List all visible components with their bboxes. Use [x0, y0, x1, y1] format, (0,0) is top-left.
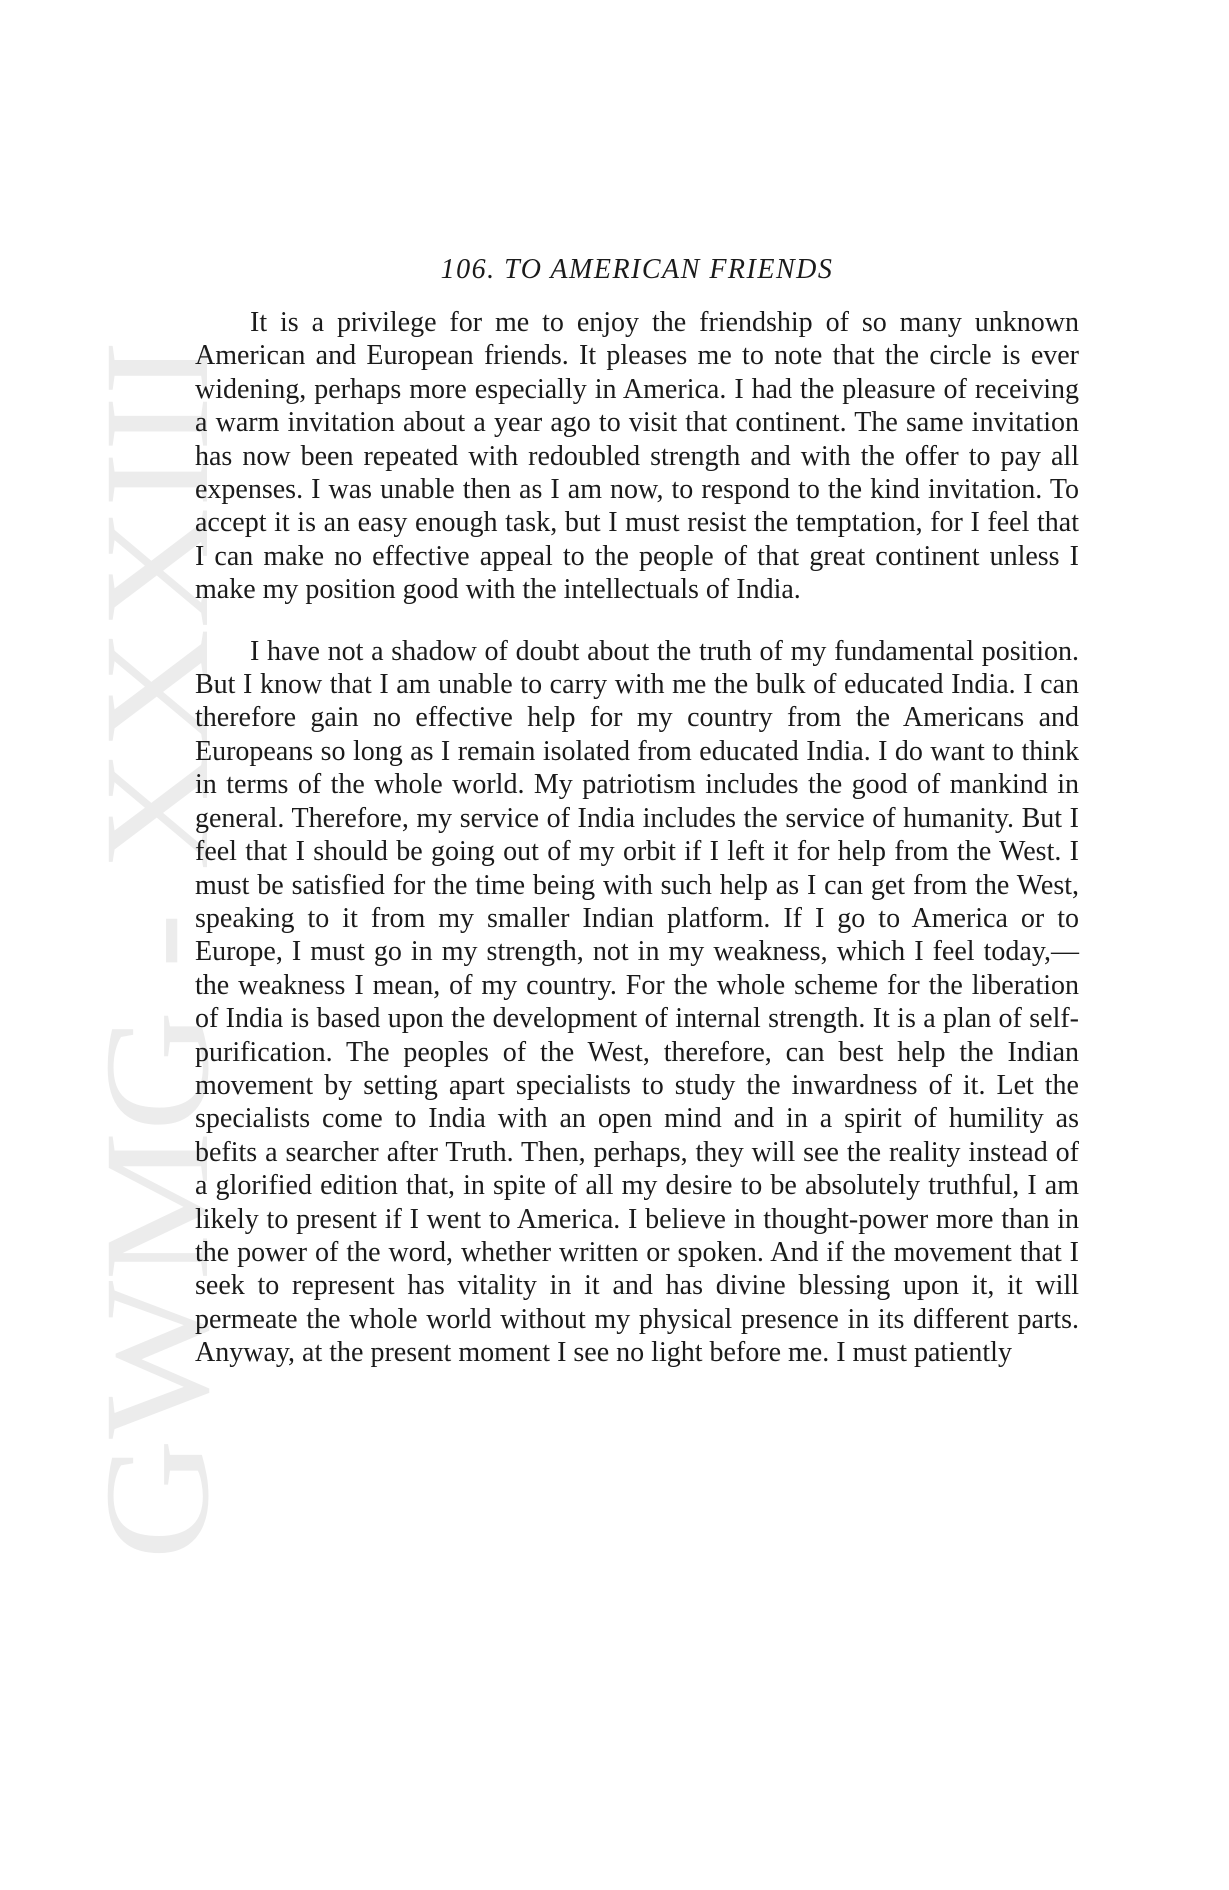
document-title: 106. TO AMERICAN FRIENDS [440, 254, 834, 285]
paragraph-2: I have not a shadow of doubt about the truth of my fundamental position. But I know that I am unable to carry with me the bulk of educated India. I can therefore gain no effective help for my country from the Americans and Europeans so long as I remain isolated from educated India. I do want to think in terms of the whole world. My patriotism includes the good of mankind in general. Therefore, my service of India includes the service of humanity. But I feel that I should be going out of my orbit if I left it for help from the West. I must be satisfied for the time being with such help as I can get from the West, speaking to it from my smaller Indian platform. If I go to America or to Europe, I must go in my strength, not in my weakness, which I feel today,—the weakness I mean, of my country. For the whole scheme for the liberation of India is based upon the development of internal strength. It is a plan of self-purification. The peoples of the West, therefore, can best help the Indian movement by setting apart specialists to study the inwardness of it. Let the specialists come to India with an open mind and in a spirit of humility as befits a searcher after Truth. Then, perhaps, they will see the reality instead of a glorified edition that, in spite of all my desire to be absolutely truthful, I am likely to present if I went to America. I believe in thought-power more than in the power of the word, whether written or spoken. And if the movement that I seek to represent has vitality in it and has divine blessing upon it, it will permeate the whole world without my physical presence in its different parts. Anyway, at the present moment I see no light before me. I must patiently [195, 635, 1079, 1369]
watermark-text: GWMG - XXXIII [74, 468, 240, 1560]
document-page [195, 250, 1079, 1370]
paragraph-1: It is a privilege for me to enjoy the friendship of so many unknown American and European friends. It pleases me to note that the circle is ever widening, perhaps more especially in America. I had the pleasure of receiving a warm invitation about a year ago to visit that continent. The same invitation has now been repeated with redoubled strength and with the offer to pay all expenses. I was unable then as I am now, to respond to the kind invitation. To accept it is an easy enough task, but I must resist the temptation, for I feel that I can make no effective appeal to the people of that great continent unless I make my position good with the intellectuals of India. [195, 307, 1079, 606]
